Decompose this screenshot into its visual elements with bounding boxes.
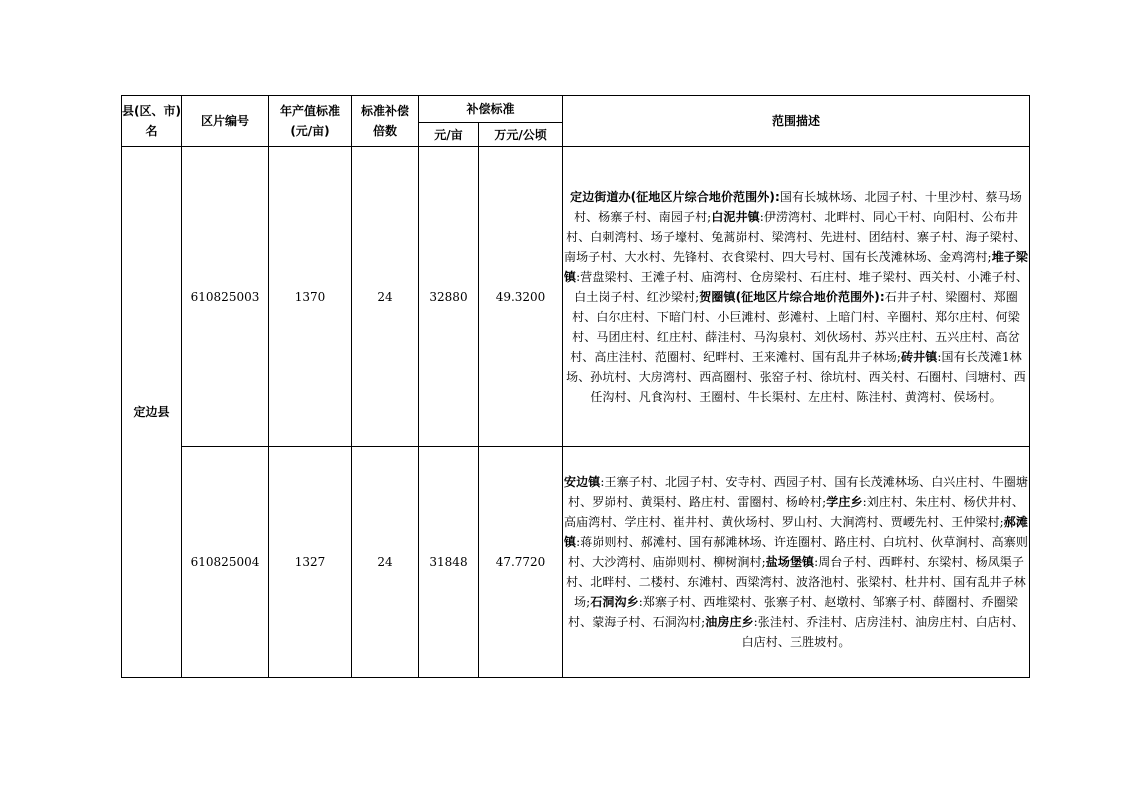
wan-per-hectare: 47.7720 [479,447,563,678]
header-unit-hectare: 万元/公顷 [479,123,563,147]
town-name: 石洞沟乡 [590,595,639,609]
yuan-per-mu: 31848 [419,447,479,678]
village-list: 石井子村、梁圈村、郑圈村、白尔庄村、下暗门村、小巨滩村、彭滩村、上暗门村、辛圈村、郑尔庄村、何梁村、马团庄村、红庄村、薛洼村、马沟泉村、刘伙场村、苏兴庄村、五兴庄村、高岔村、高庄洼村、范圈村、纪畔村、王来滩村、国有乱井子林场; [570,289,1020,364]
village-list: :蒋峁则村、郝滩村、国有郝滩林场、许连圈村、路庄村、白坑村、伙草涧村、高寨则村、大沙湾村、庙峁则村、柳树涧村; [568,535,1028,569]
town-name: 砖井镇 [901,349,938,364]
annual-output: 1327 [269,447,352,678]
compensation-table [121,95,1030,678]
town-name: 安边镇 [564,475,601,489]
header-compensation: 补偿标准 [419,96,563,123]
county-name: 定边县 [122,147,182,678]
town-name: 堆子梁镇 [564,249,1028,284]
village-list: :营盘梁村、王滩子村、庙湾村、仓房梁村、石庄村、堆子梁村、西关村、小滩子村、白土岗子村、红沙梁村; [574,269,1028,304]
scope-description [563,147,1030,447]
town-name: 贺圈镇(征地区片综合地价范围外): [699,289,885,304]
town-name: 油房庄乡 [705,615,754,629]
header-unit-mu: 元/亩 [419,123,479,147]
village-list: :周台子村、西畔村、东梁村、杨凤渠子村、北畔村、二楼村、东滩村、西梁湾村、波洛池村、张梁村、杜井村、国有乱井子林场; [566,555,1026,609]
town-name: 白泥井镇 [711,209,760,224]
village-list: :郑寨子村、西堆梁村、张寨子村、赵墩村、邹寨子村、薛圈村、乔圈梁村、蒙海子村、石洞沟村; [568,595,1018,629]
town-name: 郝滩镇 [564,515,1028,549]
annual-output: 1370 [269,147,352,447]
multiplier: 24 [352,447,419,678]
village-list: 国有长城林场、北园子村、十里沙村、蔡马场村、杨寨子村、南园子村; [574,189,1022,224]
header-zone-code: 区片编号 [182,96,269,147]
header-county: 县(区、市)名 [122,96,182,147]
scope-description [563,447,1030,678]
town-name: 定边街道办(征地区片综合地价范围外): [570,189,780,204]
header-annual-output: 年产值标准(元/亩) [269,96,352,147]
multiplier: 24 [352,147,419,447]
town-name: 学庄乡 [826,495,863,509]
village-list: :王寨子村、北园子村、安寺村、西园子村、国有长茂滩林场、白兴庄村、牛圈塘村、罗峁村、黄渠村、路庄村、雷圈村、杨岭村; [568,475,1028,509]
yuan-per-mu: 32880 [419,147,479,447]
zone-code: 610825004 [182,447,269,678]
wan-per-hectare: 49.3200 [479,147,563,447]
village-list: :国有长茂滩1林场、孙坑村、大房湾村、西高圈村、张窑子村、徐坑村、西关村、石圈村、闫塘村、西任沟村、凡食沟村、王圈村、牛长渠村、左庄村、陈洼村、黄湾村、侯场村。 [566,349,1026,404]
zone-code: 610825003 [182,147,269,447]
village-list: :张洼村、乔洼村、店房洼村、油房庄村、白店村、白店村、三胜坡村。 [741,615,1025,649]
header-scope: 范围描述 [563,96,1030,147]
town-name: 盐场堡镇 [765,555,815,569]
header-multiplier: 标准补偿倍数 [352,96,419,147]
village-list: :刘庄村、朱庄村、杨伏井村、高庙湾村、学庄村、崔井村、黄伙场村、罗山村、大涧湾村、贾崾先村、王仲梁村; [564,495,1025,529]
village-list: :伊涝湾村、北畔村、同心干村、向阳村、公布井村、白刺湾村、场子壕村、兔蒿峁村、梁湾村、先进村、团结村、寨子村、海子梁村、南场子村、大水村、先锋村、衣食梁村、四大号村、国有长茂滩林场、金鸡湾村; [564,209,1026,264]
